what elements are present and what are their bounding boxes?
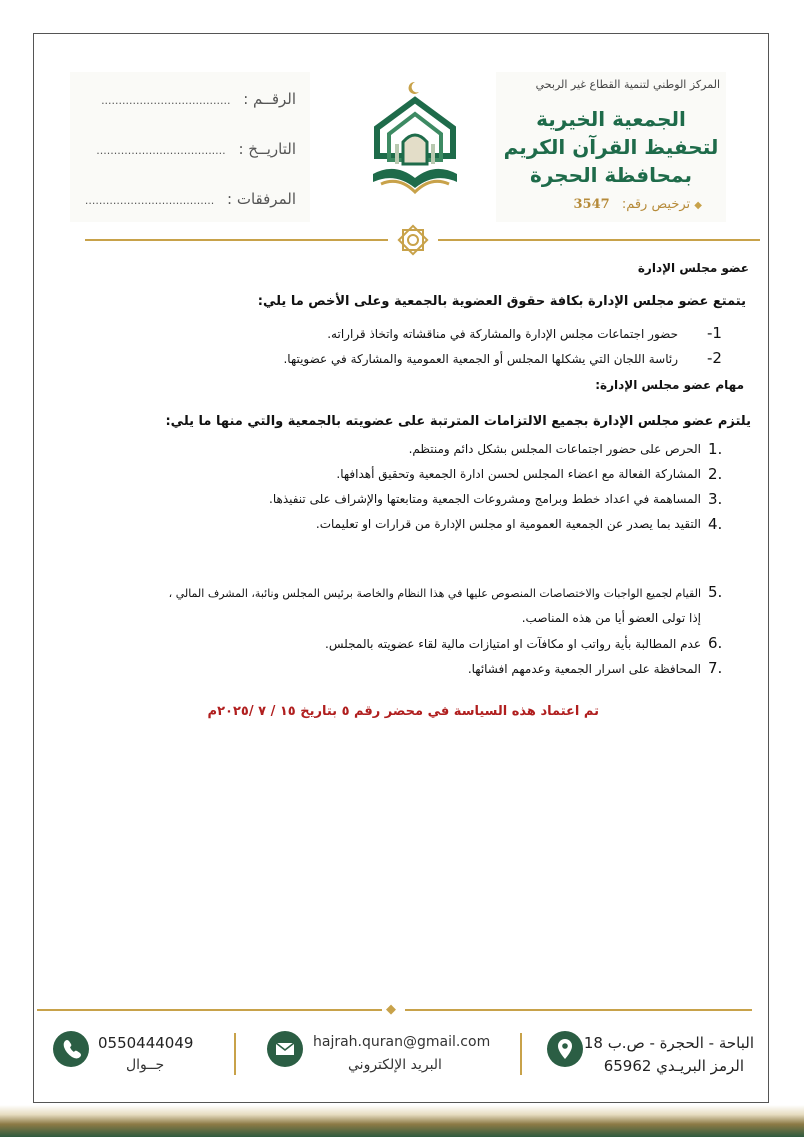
- mail-icon: [267, 1031, 303, 1067]
- duty-num-3: 3.: [708, 490, 723, 508]
- center-name: المركز الوطني لتنمية القطاع غير الربحي: [535, 78, 720, 91]
- rights-num-2: -2: [707, 349, 722, 367]
- license: [502, 197, 720, 212]
- footer-phone-label: جــوال: [126, 1057, 165, 1073]
- rights-item-2: رئاسة اللجان التي يشكلها المجلس أو الجمعية العمومية والمشاركة في عضويتها.: [283, 352, 678, 366]
- org-identity: [496, 72, 726, 222]
- footer-diamond-icon: ◆: [386, 1002, 396, 1017]
- field-number-label: الرقــم :: [243, 90, 296, 108]
- phone-icon: [53, 1031, 89, 1067]
- mosque-quran-logo: [367, 78, 463, 208]
- duty-item-4: التقيد بما يصدر عن الجمعية العمومية او مجلس الإدارة من قرارات او تعليمات.: [315, 517, 701, 531]
- footer-divider-left: [37, 1009, 382, 1011]
- org-name-line2: لتحفيظ القرآن الكريم: [503, 135, 719, 159]
- field-date: [96, 140, 296, 158]
- rights-heading: يتمتع عضو مجلس الإدارة بكافة حقوق العضوية بالجمعية وعلى الأخص ما يلي:: [257, 294, 746, 309]
- duty-num-5: 5.: [708, 583, 723, 601]
- bottom-decorative-band: [0, 1105, 804, 1137]
- field-date-label: التاريــخ :: [238, 140, 296, 158]
- footer-phone: 0550444049: [98, 1034, 194, 1052]
- duty-num-4: 4.: [708, 515, 723, 533]
- license-number: 3547: [573, 197, 610, 212]
- duty-num-2: 2.: [708, 465, 723, 483]
- field-attachments-label: المرفقات :: [227, 190, 296, 208]
- field-date-dots: .....................................: [96, 144, 226, 157]
- duty-item-5-cont: إذا تولى العضو أيا من هذه المناصب.: [521, 611, 701, 625]
- field-number-dots: .....................................: [101, 94, 231, 107]
- duty-item-5: القيام لجميع الواجبات والاختصاصات المنصوص عليها في هذا النظام والخاصة برئيس المجلس ونائبة، المشرف المالي ،: [168, 587, 701, 600]
- org-name-line3: بمحافظة الحجرة: [530, 163, 692, 187]
- duties-heading: يلتزم عضو مجلس الإدارة بجميع الالتزامات المترتبة على عضويته بالجمعية والتي منها ما يلي:: [165, 414, 751, 429]
- footer-address: الباحة - الحجرة - ص.ب 18: [583, 1034, 754, 1052]
- org-name-line1: الجمعية الخيرية: [536, 107, 686, 131]
- license-label: ترخيص رقم:: [621, 197, 691, 212]
- document-fields: [70, 72, 310, 222]
- star-ornament-icon: [396, 223, 430, 257]
- duty-num-6: 6.: [708, 634, 723, 652]
- field-attachments: [85, 190, 296, 208]
- approval-note: تم اعتماد هذه السياسة في محضر رقم ٥ بتاريخ ١٥ / ٧ /٢٠٢٥م: [207, 704, 599, 719]
- footer-postal: الرمز البريـدي 65962: [603, 1057, 744, 1075]
- location-pin-icon: [547, 1031, 583, 1067]
- duty-num-1: 1.: [708, 440, 723, 458]
- field-attachments-dots: .....................................: [84, 194, 215, 207]
- field-number: [101, 90, 296, 108]
- duty-item-3: المساهمة في اعداد خطط وبرامج ومشروعات الجمعية ومتابعتها والإشراف على تنفيذها.: [269, 492, 701, 506]
- footer-separator-2: [520, 1033, 522, 1075]
- footer-email-label: البريد الإلكتروني: [348, 1057, 442, 1073]
- rights-num-1: -1: [707, 324, 722, 342]
- footer-separator-1: [234, 1033, 236, 1075]
- duty-num-7: 7.: [708, 659, 723, 677]
- header-divider-left: [85, 239, 388, 241]
- duties-title: مهام عضو مجلس الإدارة:: [595, 378, 744, 392]
- footer-divider-right: [405, 1009, 752, 1011]
- section-title: عضو مجلس الإدارة: [637, 261, 749, 275]
- diamond-icon: ◆: [694, 200, 702, 211]
- duty-item-1: الحرص على حضور اجتماعات المجلس بشكل دائم ومنتظم.: [408, 442, 701, 456]
- footer-email: hajrah.quran@gmail.com: [313, 1034, 491, 1050]
- duty-item-7: المحافظة على اسرار الجمعية وعدمهم افشائها.: [467, 662, 701, 676]
- rights-item-1: حضور اجتماعات مجلس الإدارة والمشاركة في مناقشاته واتخاذ قراراته.: [327, 327, 678, 341]
- header-divider-right: [438, 239, 760, 241]
- duty-item-2: المشاركة الفعالة مع اعضاء المجلس لحسن ادارة الجمعية وتحقيق أهدافها.: [336, 467, 701, 481]
- duty-item-6: عدم المطالبة بأية رواتب او مكافآت او امتيازات مالية لقاء عضويته بالمجلس.: [325, 637, 701, 651]
